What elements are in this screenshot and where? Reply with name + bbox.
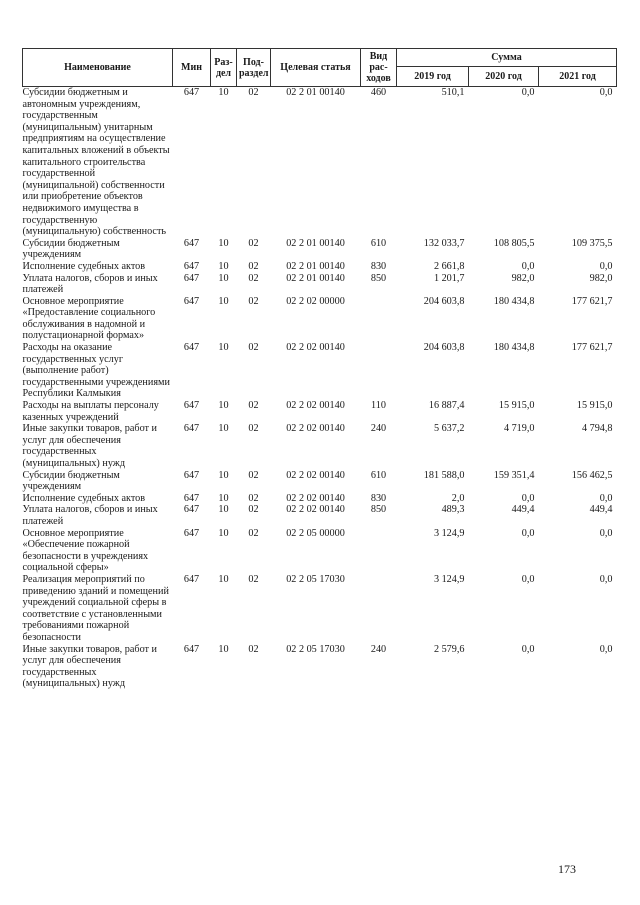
row-celevaya-cell: 02 2 02 00140	[286, 400, 345, 412]
table-row	[23, 493, 617, 505]
row-vid-cell: 610	[370, 469, 387, 481]
row-vid-cell: 240	[370, 643, 387, 655]
row-2019-cell: 3 124,9	[433, 527, 465, 539]
row-min-cell: 647	[183, 527, 200, 539]
table-row	[23, 87, 617, 238]
row-2020-cell: 108 805,5	[493, 237, 535, 249]
row-name-cell: Субсидии бюджетным учреждениям	[22, 469, 120, 493]
row-podrazdel-cell: 02	[248, 87, 259, 98]
row-vid-cell: 830	[370, 492, 387, 504]
row-name-cell: Иные закупки товаров, работ и услуг для обеспечения государственных (муниципальных) нужд	[22, 423, 157, 469]
header-min: Мин	[173, 49, 211, 87]
row-2019-cell: 2 579,6	[433, 643, 465, 655]
table-row	[23, 273, 617, 296]
row-2020-cell: 0,0	[521, 260, 535, 272]
row-vid-cell: 830	[370, 260, 387, 272]
header-2020: 2020 год	[469, 67, 539, 87]
row-podrazdel-cell: 02	[248, 573, 259, 585]
row-2021-cell: 0,0	[599, 260, 613, 272]
row-podrazdel-cell: 02	[248, 272, 259, 284]
page-number: 173	[558, 862, 576, 876]
table-row	[23, 528, 617, 574]
row-podrazdel-cell: 02	[248, 492, 259, 504]
header-summa: Сумма	[397, 49, 617, 67]
row-name-cell: Уплата налогов, сборов и иных платежей	[22, 504, 158, 527]
header-podrazdel: Под-раздел	[237, 49, 271, 87]
row-vid-cell: 850	[370, 504, 387, 516]
table-header	[23, 49, 617, 87]
row-razdel-cell: 10	[218, 342, 229, 354]
row-celevaya-cell: 02 2 05 00000	[286, 527, 345, 539]
row-min-cell: 647	[183, 469, 200, 481]
row-razdel-cell: 10	[218, 295, 229, 307]
row-2019-cell: 1 201,7	[433, 272, 465, 284]
row-name-cell: Иные закупки товаров, работ и услуг для обеспечения государственных (муниципальных) нужд	[22, 643, 157, 690]
row-2020-cell: 4 719,0	[503, 423, 535, 435]
row-celevaya-cell: 02 2 01 00140	[286, 237, 345, 249]
row-podrazdel-cell: 02	[248, 643, 259, 655]
row-celevaya-cell: 02 2 01 00140	[286, 87, 345, 98]
row-podrazdel-cell: 02	[248, 237, 259, 249]
row-celevaya-cell: 02 2 05 17030	[286, 643, 345, 655]
row-vid-cell	[361, 342, 397, 400]
row-celevaya-cell: 02 2 01 00140	[286, 272, 345, 284]
row-2021-cell: 0,0	[599, 87, 613, 98]
table-row	[23, 574, 617, 644]
row-min-cell: 647	[183, 295, 200, 307]
header-2019: 2019 год	[397, 67, 469, 87]
row-2019-cell: 204 603,8	[423, 295, 465, 307]
row-2020-cell: 982,0	[511, 272, 535, 284]
table-row	[23, 296, 617, 342]
row-razdel-cell: 10	[218, 272, 229, 284]
table-row	[23, 342, 617, 400]
row-min-cell: 647	[183, 573, 200, 585]
header-celevaya: Целевая статья	[271, 49, 361, 87]
row-razdel-cell: 10	[218, 573, 229, 585]
row-celevaya-cell: 02 2 02 00140	[286, 469, 345, 481]
row-razdel-cell: 10	[218, 643, 229, 655]
row-2019-cell: 16 887,4	[428, 400, 465, 412]
row-name-cell: Исполнение судебных актов	[22, 260, 146, 272]
row-2020-cell: 180 434,8	[493, 342, 535, 354]
row-vid-cell: 460	[370, 87, 387, 98]
row-2021-cell: 0,0	[599, 573, 613, 585]
row-2021-cell: 0,0	[599, 643, 613, 655]
row-min-cell: 647	[183, 237, 200, 249]
row-podrazdel-cell: 02	[248, 504, 259, 516]
row-razdel-cell: 10	[218, 469, 229, 481]
row-2020-cell: 0,0	[521, 492, 535, 504]
row-name-cell: Основное мероприятие «Предоставление социального обслуживания в надомной и полустационарной формах»	[22, 295, 156, 342]
row-razdel-cell: 10	[218, 527, 229, 539]
row-celevaya-cell: 02 2 02 00140	[286, 504, 345, 516]
row-min-cell: 647	[183, 87, 200, 98]
row-2020-cell: 449,4	[511, 504, 535, 516]
row-name-cell: Субсидии бюджетным и автономным учреждениям, государственным (муниципальным) унитарным предприятиям на осуществление капитальных вложений в объекты капитального строительства государственной (муниципальной) собственности или приобретение объектов недвижимого имущества в государственную (муниципальную) собственность	[22, 87, 170, 238]
table-row	[23, 238, 617, 261]
row-name-cell: Реализация мероприятий по приведению зданий и помещений учреждений социальной сферы в соответствие с установленными требованиями пожарной безопасности	[22, 573, 169, 643]
row-2019-cell: 204 603,8	[423, 342, 465, 354]
table-row	[23, 400, 617, 423]
row-2021-cell: 982,0	[589, 272, 613, 284]
row-razdel-cell: 10	[218, 400, 229, 412]
table-row	[23, 504, 617, 527]
row-name-cell: Основное мероприятие «Обеспечение пожарной безопасности в учреждениях социальной сферы»	[22, 527, 149, 574]
table-row	[23, 644, 617, 690]
row-2021-cell: 4 794,8	[581, 423, 613, 435]
row-razdel-cell: 10	[218, 504, 229, 516]
row-min-cell: 647	[183, 272, 200, 284]
table-body	[23, 87, 617, 690]
row-2021-cell: 449,4	[589, 504, 613, 516]
budget-table	[22, 48, 617, 690]
row-2021-cell: 109 375,5	[571, 237, 613, 249]
row-2019-cell: 489,3	[441, 504, 465, 516]
header-name: Наименование	[23, 49, 173, 87]
row-podrazdel-cell: 02	[248, 527, 259, 539]
row-2021-cell: 0,0	[599, 527, 613, 539]
row-2019-cell: 2 661,8	[433, 260, 465, 272]
row-podrazdel-cell: 02	[248, 295, 259, 307]
row-celevaya-cell: 02 2 05 17030	[286, 573, 345, 585]
row-vid-cell	[361, 296, 397, 342]
row-celevaya-cell: 02 2 02 00140	[286, 342, 345, 354]
row-celevaya-cell: 02 2 02 00140	[286, 423, 345, 435]
row-razdel-cell: 10	[218, 492, 229, 504]
row-vid-cell: 610	[370, 237, 387, 249]
row-2020-cell: 0,0	[521, 643, 535, 655]
row-min-cell: 647	[183, 423, 200, 435]
row-podrazdel-cell: 02	[248, 400, 259, 412]
table-row	[23, 470, 617, 493]
row-celevaya-cell: 02 2 02 00140	[286, 492, 345, 504]
row-2019-cell: 3 124,9	[433, 573, 465, 585]
row-2021-cell: 0,0	[599, 492, 613, 504]
row-2020-cell: 15 915,0	[498, 400, 535, 412]
row-2019-cell: 510,1	[441, 87, 465, 98]
row-min-cell: 647	[183, 342, 200, 354]
row-podrazdel-cell: 02	[248, 260, 259, 272]
row-min-cell: 647	[183, 492, 200, 504]
row-2019-cell: 132 033,7	[423, 237, 465, 249]
row-vid-cell	[361, 528, 397, 574]
table-row	[23, 261, 617, 273]
row-vid-cell	[361, 574, 397, 644]
row-vid-cell: 110	[371, 400, 386, 412]
row-2020-cell: 180 434,8	[493, 295, 535, 307]
row-2020-cell: 0,0	[521, 87, 535, 98]
row-2020-cell: 0,0	[521, 527, 535, 539]
header-razdel: Раз-дел	[211, 49, 237, 87]
row-razdel-cell: 10	[218, 260, 229, 272]
row-podrazdel-cell: 02	[248, 423, 259, 435]
row-name-cell: Субсидии бюджетным учреждениям	[22, 237, 120, 261]
row-min-cell: 647	[183, 260, 200, 272]
row-2020-cell: 159 351,4	[493, 469, 535, 481]
row-name-cell: Расходы на выплаты персоналу казенных учреждений	[22, 400, 159, 423]
row-razdel-cell: 10	[218, 423, 229, 435]
row-2021-cell: 177 621,7	[571, 295, 613, 307]
row-min-cell: 647	[183, 504, 200, 516]
row-2019-cell: 5 637,2	[433, 423, 465, 435]
row-razdel-cell: 10	[218, 237, 229, 249]
row-min-cell: 647	[183, 400, 200, 412]
row-celevaya-cell: 02 2 01 00140	[286, 260, 345, 272]
header-vid: Вид рас-ходов	[361, 49, 397, 87]
row-2021-cell: 15 915,0	[576, 400, 613, 412]
row-2019-cell: 2,0	[451, 492, 465, 504]
header-2021: 2021 год	[539, 67, 617, 87]
table-row	[23, 423, 617, 469]
row-2021-cell: 156 462,5	[571, 469, 613, 481]
row-2020-cell: 0,0	[521, 573, 535, 585]
row-podrazdel-cell: 02	[248, 469, 259, 481]
row-2019-cell: 181 588,0	[423, 469, 465, 481]
row-name-cell: Исполнение судебных актов	[22, 492, 146, 504]
row-min-cell: 647	[183, 643, 200, 655]
row-celevaya-cell: 02 2 02 00000	[286, 295, 345, 307]
row-name-cell: Уплата налогов, сборов и иных платежей	[22, 272, 158, 296]
row-name-cell: Расходы на оказание государственных услуг (выполнение работ) государственными учреждениями Республики Калмыкия	[22, 342, 170, 400]
row-podrazdel-cell: 02	[248, 342, 259, 354]
row-2021-cell: 177 621,7	[571, 342, 613, 354]
row-vid-cell: 240	[370, 423, 387, 435]
row-vid-cell: 850	[370, 272, 387, 284]
row-razdel-cell: 10	[218, 87, 229, 98]
